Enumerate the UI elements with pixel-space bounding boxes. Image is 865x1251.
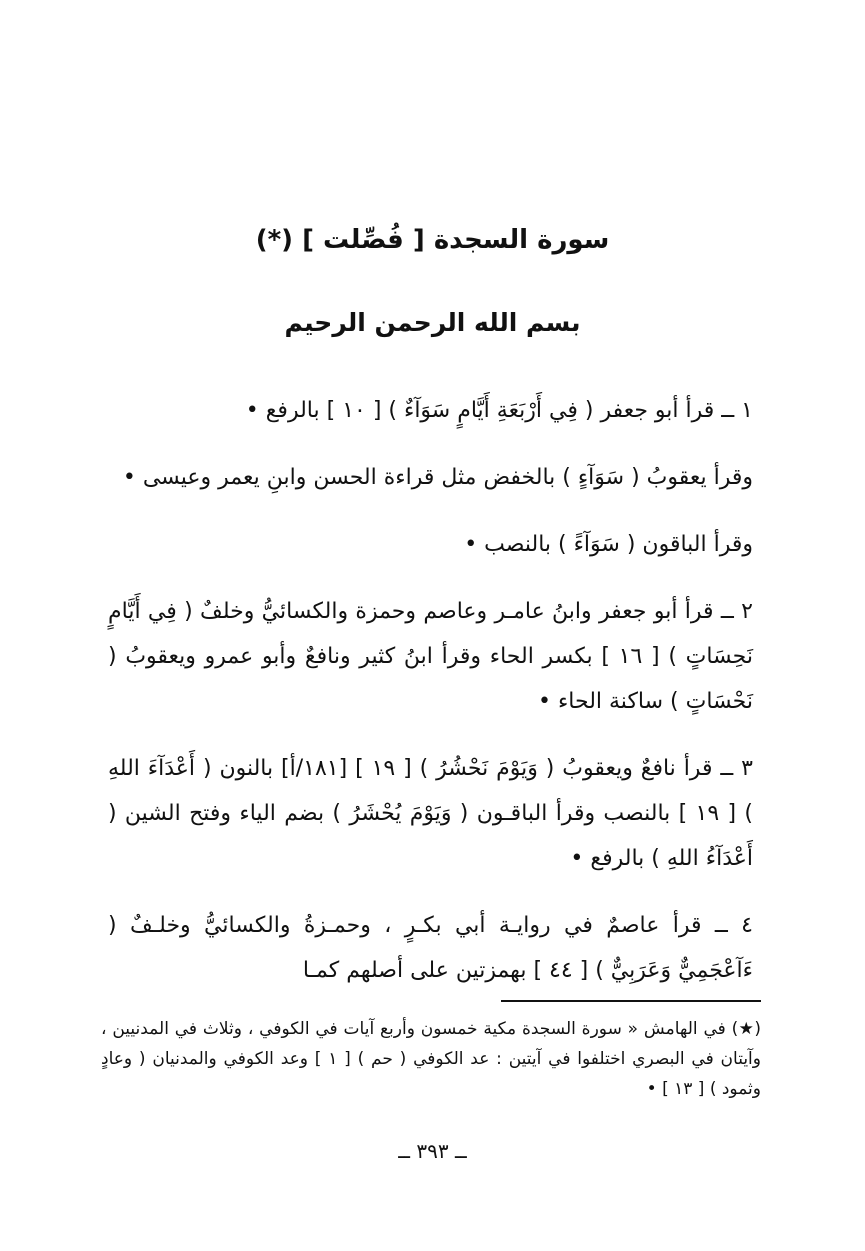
paragraph-4: ٢ ــ قرأ أبو جعفر وابنُ عامـر وعاصم وحمزة والكسائيُّ وخلفٌ ( فِي أَيَّامٍ نَحِسَاتٍ ) [ ١٦ ] بكسر الحاء وقرأ ابنُ كثير ونافعٌ وأبو عمرو ويعقوبُ ( نَحْسَاتٍ ) ساكنة الحاء • bbox=[108, 599, 754, 714]
basmala-heading: بسم الله الرحمن الرحيم bbox=[284, 308, 581, 337]
main-text bbox=[108, 388, 753, 1003]
paragraph-2: وقرأ يعقوبُ ( سَوَآءٍ ) بالخفض مثل قراءة الحسن وابنِ يعمر وعيسى • bbox=[122, 465, 753, 490]
page-number: ــ ٣٩٣ ــ bbox=[398, 1139, 467, 1163]
paragraph-1: ١ ــ قرأ أبو جعفر ( فِي أَرْبَعَةِ أَيَّامٍ سَوَآءٌ ) [ ١٠ ] بالرفع • bbox=[245, 398, 753, 423]
paragraph-3: وقرأ الباقون ( سَوَآءً ) بالنصب • bbox=[464, 532, 753, 557]
paragraph-6: ٤ ــ قرأ عاصمٌ في روايـة أبي بكـرٍ ، وحمـزةُ والكسائيُّ وخلـفٌ ( ءَآعْجَمِيٌّ وَعَرَبِيٌّ ) [ ٤٤ ] بهمزتين على أصلهم كمـا bbox=[108, 913, 753, 983]
footnote-divider bbox=[501, 1000, 761, 1002]
paragraph-5: ٣ ــ قرأ نافعٌ ويعقوبُ ( وَيَوْمَ نَحْشُرُ ) [ ١٩ ] [١٨١/أ] بالنون ( أَعْدَآءَ اللهِ ) [ ١٩ ] بالنصب وقرأ الباقـون ( وَيَوْمَ يُحْشَرُ ) بضم الياء وفتح الشين ( أَعْدَآءُ اللهِ ) بالرفع • bbox=[108, 756, 753, 871]
surah-title: سورة السجدة [ فُصِّلت ] (*) bbox=[255, 225, 610, 255]
footnote: (★) في الهامش « سورة السجدة مكية خمسون وأربع آيات في الكوفي ، وثلاث في المدنيين ، وآيتان في البصري اختلفوا في آيتين : عد الكوفي ( حم ) [ ١ ] وعد الكوفي والمدنيان ( وعادٍ وثمود ) [ ١٣ ] • bbox=[101, 1019, 761, 1099]
